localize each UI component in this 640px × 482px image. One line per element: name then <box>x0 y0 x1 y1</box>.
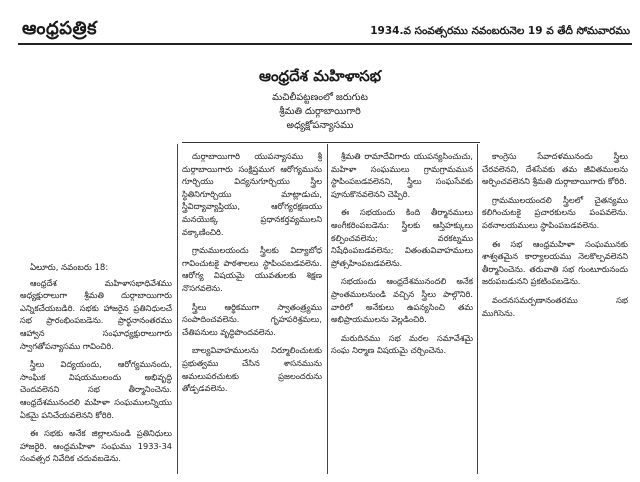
paragraph: ఈ సభకు అనేక జిల్లాలనుండి ప్రతినిధులు హాజరైరి. ఆంధ్రమహిళా సంఘము 1933-34 సంవత్సర నివేదిక చదువబడెను. <box>20 428 172 464</box>
column-rule <box>177 144 178 474</box>
masthead: ఆంధ్రపత్రిక <box>22 18 97 39</box>
byline-line-2: శ్రీమతి దుర్గాబాయిగారి <box>279 106 361 117</box>
paragraph: స్త్రీలు ఆర్థికముగా స్వాతంత్ర్యము సంపాదించవలెను. గృహపరిశ్రమలు, చేతిపనులు వృద్ధిపొందవలెను. <box>182 301 322 337</box>
paragraph: గ్రామములయందు స్త్రీలకు విద్యాబోధ గావించుటకై పాఠశాలలు స్థాపింపబడవలెను. ఆరోగ్య విషయమై యువతులకు శిక్షణ నొసగవలెను. <box>182 245 322 293</box>
article-heading: ఆంధ్రదేశ మహిళాసభ <box>258 67 382 85</box>
byline-line-1: మచిలీపట్టణంలో జరుగుట <box>272 92 368 103</box>
paragraph: బాల్యవివాహములను నిర్మూలించుటకు ప్రభుత్వము చేసిన శాసనమును అమలుపరచుటకు ప్రజలందరును తోడ్పడవలెను. <box>182 345 322 394</box>
article-column-1 <box>20 262 172 476</box>
paragraph: సభయందు ఆంధ్రదేశమునందలి అనేక ప్రాంతములనుండి వచ్చిన స్త్రీలు పాల్గొనిరి. వారిలో అనేకులు ఉపన్యసించి తమ అభిప్రాయములను వెల్లడించిరి. <box>331 276 473 325</box>
article-dateline: ఏలూరు, నవంబరు 18: <box>30 263 109 273</box>
article-column-3 <box>331 150 473 476</box>
heading-rule <box>182 142 480 143</box>
column-rule <box>477 144 478 474</box>
paragraph: కాంగ్రెసు సేవాదళమునందు స్త్రీలు చేరవలెనని, దేశసేవకు తమ జీవితములను అర్పించవలెనని శ్రీమతి దుర్గాబాయిగారు కోరిరి. <box>482 151 628 187</box>
column-rule <box>327 144 328 474</box>
paragraph: ఈ సభయందు కింది తీర్మానములు అంగీకరింపబడెను: స్త్రీలకు ఆస్తిహక్కులు కల్పించవలెను; వరకట్నము నిషేధింపబడవలెను; వితంతువివాహములు ప్రోత్సహింపబడవలెను. <box>331 207 473 268</box>
paragraph: గ్రామములయందలి స్త్రీలలో చైతన్యము కలిగించుటకై ప్రచారకులను పంపవలెను. పఠనాలయములు స్థాపింపబడవలెను. <box>482 194 628 230</box>
article-column-4 <box>482 150 628 476</box>
paragraph: శ్రీమతి రామాదేవిగారు యుపన్యసించుచు, మహిళా సంఘములు గ్రామగ్రామమున స్థాపింపబడవలెనని, స్త్రీలు సంఘసేవకు పూనుకొనవలెనని చెప్పిరి. <box>331 151 473 199</box>
dateline: 1934.వ సంవత్సరము నవంబరునెల 19 వ తేదీ సోమవారము <box>370 25 630 37</box>
article-column-2 <box>182 150 322 476</box>
byline-line-3: అధ్యక్షోపన్యాసము <box>286 120 354 131</box>
top-rule <box>18 43 632 45</box>
paragraph: ఈ సభ ఆంధ్రమహిళా సంఘమునకు శాశ్వతమైన కార్యాలయము నెలకొల్పవలెనని తీర్మానించెను. తరువాతి సభ గుంటూరునందు జరుపబడునని ప్రకటింపబడెను. <box>482 238 628 287</box>
paragraph: దుర్గాబాయిగారి యుపన్యాసము శ్రీ దుర్గాబాయిగారు సంక్షిప్తముగ ఆరోగ్యమును గూర్చియు విద్యనుగూర్చియు స్త్రీల స్థితినిగూర్చియు మాట్లాడుచు, స్త్రీవిద్యావ్యాప్తియు, ఆరోగ్యరక్షణయు మనయొక్క ప్రధానకర్తవ్యములని వక్కాణించిరి. <box>182 151 322 237</box>
paragraph: ఆంధ్రదేశ మహిళాసభాధివేశము అధ్యక్షురాలుగా శ్రీమతి దుర్గాబాయిగారు ఎన్నికచేయబడిరి. సభకు హాజరైన ప్రతినిధులచే సభ ప్రారంభింపబడెను. ప్రార్థనానంతరము ఆహ్వాన సంఘాధ్యక్షురాలుగారు స్వాగతోపన్యాసము గావించిరి. <box>20 277 172 351</box>
paragraph: వందనసమర్పణానంతరము సభ ముగిసెను. <box>482 294 628 318</box>
paragraph: మరుదినము సభ మరల సమావేశమై సంఘ నిర్మాణ విషయమై చర్చించెను. <box>331 332 473 356</box>
paragraph: స్త్రీలు విద్యయందు, ఆరోగ్యమునందు, సాంఘిక విషయములందు అభివృద్ధి చెందవలెనని సభ తీర్మానించెను. ఆంధ్రదేశమునందలి మహిళా సంఘములన్నియు ఏకమై పనిచేయవలెనని కోరిరి. <box>20 359 172 420</box>
